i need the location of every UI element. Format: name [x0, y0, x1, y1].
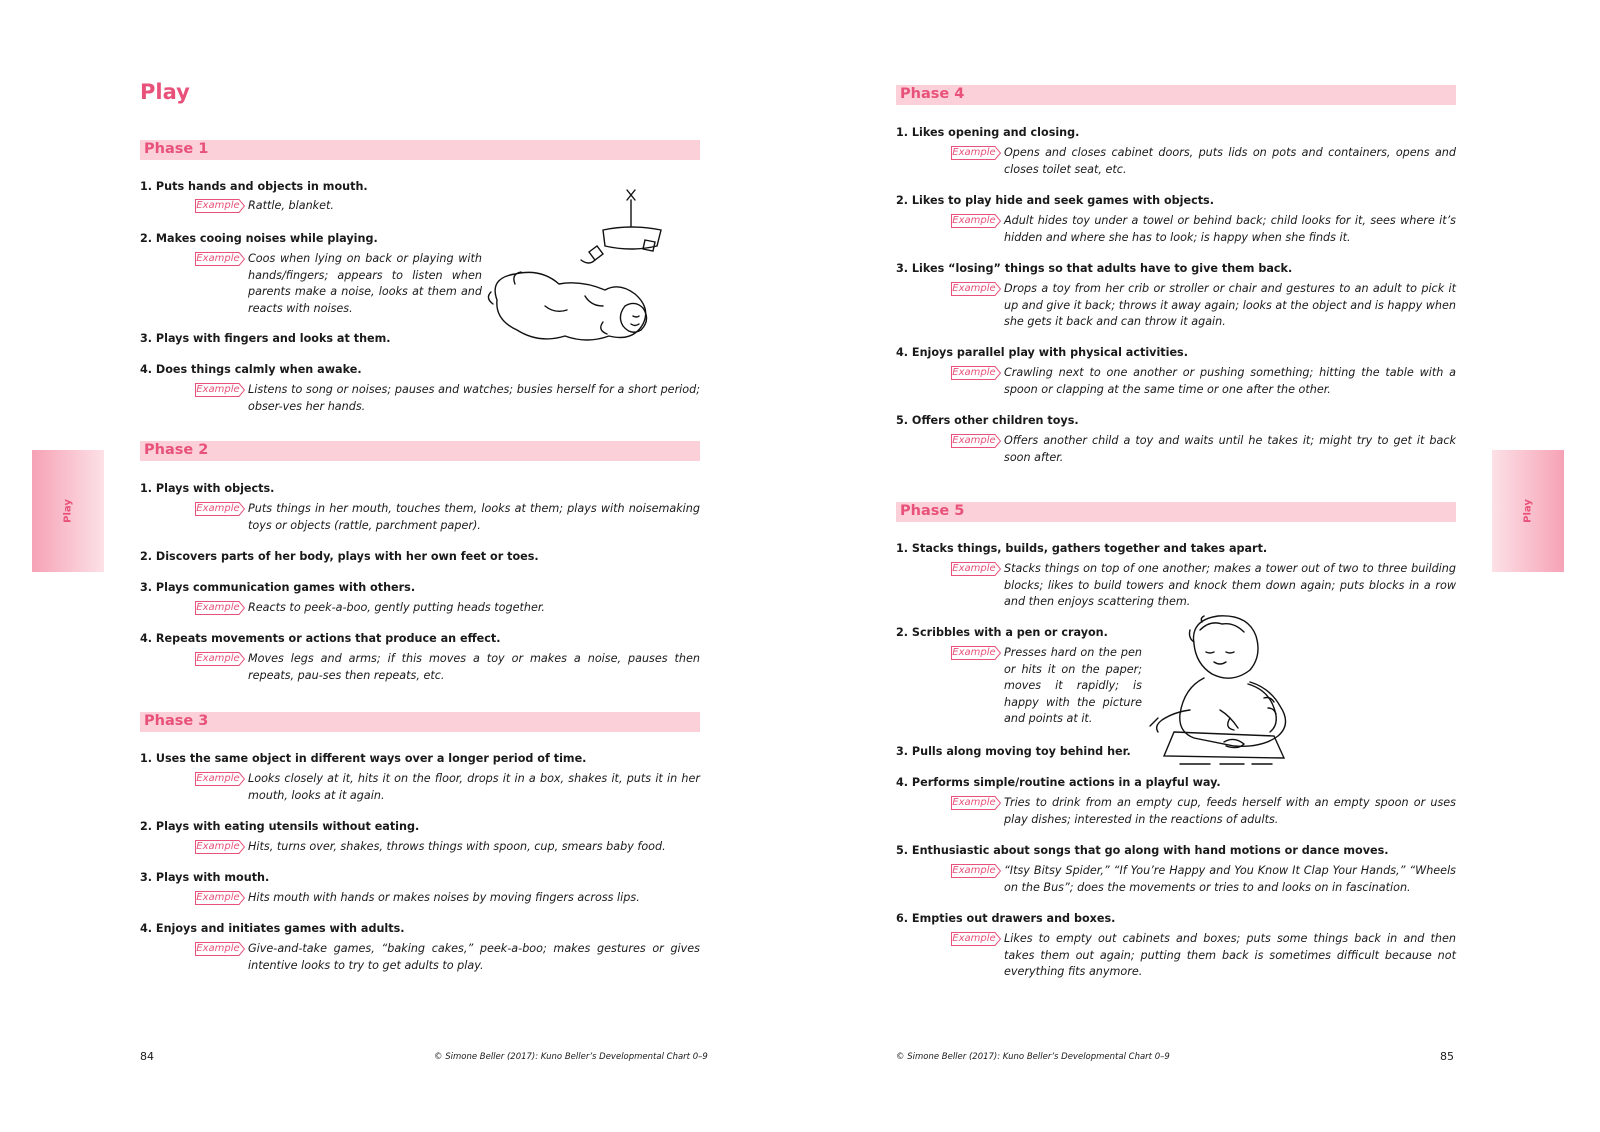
example-label: Example [196, 943, 240, 954]
example-label: Example [196, 602, 240, 613]
example-text: Stacks things on top of one another; makes a tower out of two to three building blocks; likes to build towers and knock them down again; puts blocks in a row and then enjoys scattering them. [1004, 562, 1456, 608]
example-text: Drops a toy from her crib or stroller or chair and gestures to an adult to pick it up and give it back; throws it away again; looks at the object and is happy when she gets it back and can throw it again. [1004, 282, 1456, 328]
item-title: 1. Puts hands and objects in mouth. [140, 180, 368, 193]
copyright-line: © Simone Beller (2017): Kuno Beller’s Developmental Chart 0–9 [434, 1052, 708, 1062]
example-tag [195, 652, 245, 666]
item-title: 1. Likes opening and closing. [896, 126, 1080, 139]
example-text: Looks closely at it, hits it on the floor, drops it in a box, shakes it, puts it in her mouth, looks at it again. [248, 772, 700, 802]
item-title: 4. Does things calmly when awake. [140, 363, 362, 376]
example-text: Listens to song or noises; pauses and watches; busies herself for a short period; obser-ves her hands. [248, 383, 700, 413]
item-title: 2. Discovers parts of her body, plays with her own feet or toes. [140, 550, 539, 563]
example-label: Example [952, 435, 996, 446]
item-title: 3. Plays with fingers and looks at them. [140, 332, 391, 345]
side-tab-label: Play [1522, 499, 1534, 523]
side-tab-play [1492, 450, 1564, 572]
example-tag [195, 502, 245, 516]
item-title: 4. Performs simple/routine actions in a playful way. [896, 776, 1221, 789]
example-text: Crawling next to one another or pushing something; hitting the table with a spoon or clapping at the same time or one after the other. [1004, 366, 1456, 396]
item-title: 3. Likes “losing” things so that adults have to give them back. [896, 262, 1293, 275]
phase-1-header [140, 140, 700, 160]
example-tag [195, 199, 245, 213]
example-text: Give-and-take games, “baking cakes,” peek-a-boo; makes gestures or gives intentive looks to try to get adults to play. [248, 942, 700, 972]
page-number: 84 [140, 1050, 154, 1063]
phase-label: Phase 5 [900, 503, 965, 519]
example-label: Example [196, 200, 240, 211]
item-title: 2. Plays with eating utensils without eating. [140, 820, 420, 833]
page-title: Play [140, 80, 190, 104]
example-tag [951, 796, 1001, 810]
example-tag [951, 146, 1001, 160]
item-title: 1. Plays with objects. [140, 482, 275, 495]
baby-mobile-illustration [485, 188, 685, 348]
example-text: Presses hard on the pen or hits it on the paper; moves it rapidly; is happy with the picture and points at it. [1004, 646, 1142, 725]
example-tag [195, 601, 245, 615]
item-title: 3. Plays with mouth. [140, 871, 270, 884]
item-title: 5. Enthusiastic about songs that go along with hand motions or dance moves. [896, 844, 1389, 857]
phase-label: Phase 3 [144, 713, 209, 729]
example-tag [951, 366, 1001, 380]
example-text: Tries to drink from an empty cup, feeds herself with an empty spoon or uses play dishes; interested in the reactions of adults. [1004, 796, 1456, 826]
example-text: Hits, turns over, shakes, throws things with spoon, cup, smears baby food. [248, 840, 666, 853]
phase-label: Phase 2 [144, 442, 209, 458]
example-text: Likes to empty out cabinets and boxes; puts some things back in and then takes them out again; putting them back is sometimes difficult because not everything fits anymore. [1004, 932, 1456, 978]
example-label: Example [952, 797, 996, 808]
example-tag [951, 282, 1001, 296]
item-title: 3. Plays communication games with others. [140, 581, 416, 594]
example-label: Example [196, 892, 240, 903]
phase-2-header [140, 441, 700, 461]
example-label: Example [952, 647, 996, 658]
example-tag [951, 932, 1001, 946]
phase-4-header [896, 85, 1456, 105]
example-text: Hits mouth with hands or makes noises by moving fingers across lips. [248, 891, 640, 904]
example-text: “Itsy Bitsy Spider,” “If You’re Happy and You Know It Clap Your Hands,” “Wheels on the Bus”; does the movements or tries to and looks on in fascination. [1004, 864, 1456, 894]
item-title: 2. Likes to play hide and seek games with objects. [896, 194, 1214, 207]
example-text: Coos when lying on back or playing with hands/fingers; appears to listen when parents make a noise, looks at them and reacts with noises. [248, 252, 482, 315]
example-label: Example [196, 653, 240, 664]
example-label: Example [952, 367, 996, 378]
example-text: Moves legs and arms; if this moves a toy or makes a noise, pauses then repeats, pau-ses then repeats, etc. [248, 652, 700, 682]
phase-5-header [896, 502, 1456, 522]
example-text: Opens and closes cabinet doors, puts lids on pots and containers, opens and closes toilet seat, etc. [1004, 146, 1456, 176]
example-label: Example [196, 503, 240, 514]
item-title: 2. Scribbles with a pen or crayon. [896, 626, 1108, 639]
copyright-line: © Simone Beller (2017): Kuno Beller’s Developmental Chart 0–9 [896, 1052, 1170, 1062]
side-tab-label: Play [62, 499, 74, 523]
example-label: Example [952, 865, 996, 876]
example-label: Example [952, 933, 996, 944]
item-title: 6. Empties out drawers and boxes. [896, 912, 1116, 925]
item-title: 4. Enjoys and initiates games with adults. [140, 922, 405, 935]
example-label: Example [952, 215, 996, 226]
phase-label: Phase 1 [144, 141, 209, 157]
example-label: Example [952, 147, 996, 158]
example-label: Example [196, 841, 240, 852]
item-title: 1. Uses the same object in different ways over a longer period of time. [140, 752, 587, 765]
phase-label: Phase 4 [900, 86, 965, 102]
example-text: Rattle, blanket. [248, 199, 334, 212]
page-number: 85 [1440, 1050, 1454, 1063]
example-label: Example [952, 283, 996, 294]
example-label: Example [196, 773, 240, 784]
right-page [800, 0, 1600, 1132]
example-label: Example [196, 384, 240, 395]
example-label: Example [952, 563, 996, 574]
side-tab-play [32, 450, 104, 572]
example-tag [951, 562, 1001, 576]
item-title: 3. Pulls along moving toy behind her. [896, 745, 1131, 758]
example-tag [951, 646, 1001, 660]
example-label: Example [196, 253, 240, 264]
item-title: 1. Stacks things, builds, gathers together and takes apart. [896, 542, 1268, 555]
example-tag [195, 383, 245, 397]
example-tag [195, 252, 245, 266]
phase-3-header [140, 712, 700, 732]
child-drawing-illustration [1144, 614, 1308, 766]
example-tag [951, 214, 1001, 228]
example-text: Reacts to peek-a-boo, gently putting heads together. [248, 601, 545, 614]
item-title: 5. Offers other children toys. [896, 414, 1079, 427]
example-text: Adult hides toy under a towel or behind back; child looks for it, sees where it’s hidden and where she has to look; is happy when she finds it. [1004, 214, 1456, 244]
example-tag [195, 942, 245, 956]
example-text: Offers another child a toy and waits until he takes it; might try to get it back soon after. [1004, 434, 1456, 464]
item-title: 4. Repeats movements or actions that produce an effect. [140, 632, 501, 645]
example-tag [195, 772, 245, 786]
example-tag [951, 864, 1001, 878]
example-tag [195, 840, 245, 854]
example-tag [951, 434, 1001, 448]
example-tag [195, 891, 245, 905]
example-text: Puts things in her mouth, touches them, looks at them; plays with noisemaking toys or objects (rattle, parchment paper). [248, 502, 700, 532]
item-title: 4. Enjoys parallel play with physical activities. [896, 346, 1188, 359]
item-title: 2. Makes cooing noises while playing. [140, 232, 378, 245]
